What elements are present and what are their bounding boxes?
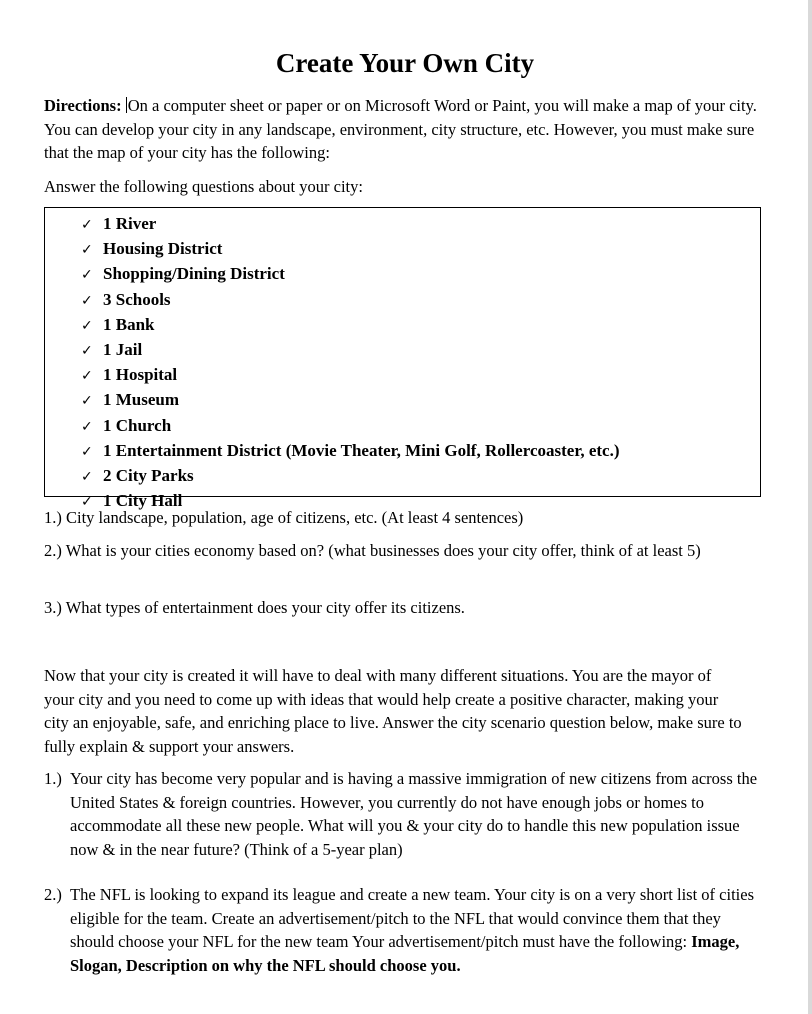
checklist-item-label: 1 City Hall <box>103 491 183 511</box>
checklist-item-label: 2 City Parks <box>103 466 194 486</box>
page-title: Create Your Own City <box>275 48 535 78</box>
checkmark-icon: ✓ <box>81 494 93 511</box>
directions-paragraph <box>44 94 766 165</box>
scenario-intro: Now that your city is created it will have to deal with many different situations. You are the mayor of your city and you need to come up with ideas that would help create a positive character, making your city an enjoyable, safe, and enriching place to live. Answer the city scenario question below, make sure to fully explain & support your answers. <box>44 666 742 756</box>
checkmark-icon: ✓ <box>81 368 93 385</box>
checklist-item-label: 1 Church <box>103 415 172 435</box>
scenario-2 <box>44 883 766 977</box>
checklist-item-label: 1 River <box>103 214 157 233</box>
question-1: 1.) City landscape, population, age of citizens, etc. (At least 4 sentences) <box>44 508 524 527</box>
checklist-item <box>81 414 760 439</box>
scenario-text-bold: Image, Slogan, Description on why the NFL should choose you. <box>70 932 740 975</box>
checklist-item-label: 1 Museum <box>103 390 180 410</box>
checklist-item <box>81 439 760 464</box>
scenario-number: 1.) <box>44 769 62 788</box>
checkmark-icon: ✓ <box>81 242 93 259</box>
checklist-item <box>81 288 760 313</box>
checkmark-icon: ✓ <box>81 343 93 360</box>
checklist-item-label: 3 Schools <box>103 289 171 309</box>
checklist-item-label: Shopping/Dining District <box>103 264 285 284</box>
checklist-item-label: 1 Jail <box>103 340 143 360</box>
checklist-item-label: 1 Hospital <box>103 365 178 385</box>
checklist-item-label: Housing District <box>103 239 223 259</box>
scenario-text <box>70 883 766 977</box>
checklist-item <box>81 237 760 262</box>
checklist-item <box>81 212 760 237</box>
directions-label: Directions: <box>44 96 122 115</box>
checkmark-icon: ✓ <box>81 217 93 233</box>
checkmark-icon: ✓ <box>81 317 93 334</box>
directions-text: On a computer sheet or paper or on Microsoft Word or Paint, you will make a map of your city. You can develop your city in any landscape, environment, city structure, etc. However, you must make sure that the map of your city has the following: <box>44 96 757 162</box>
page-right-edge <box>808 0 812 1014</box>
scenario-text: Your city has become very popular and is having a massive immigration of new citizens from across the United States & foreign countries. However, you currently do not have enough jobs or homes to accommodate all these new people. What will you & your city do to handle this new population issue now & in the near future? (Think of a 5-year plan) <box>70 769 758 859</box>
checkmark-icon: ✓ <box>81 393 93 410</box>
checkmark-icon: ✓ <box>81 443 93 460</box>
checklist-item <box>81 363 760 388</box>
checklist-item <box>81 313 760 338</box>
checkmark-icon: ✓ <box>81 469 93 486</box>
checklist-item-label: 1 Entertainment District (Movie Theater, Mini Golf, Rollercoaster, etc.) <box>103 440 620 460</box>
requirements-box <box>44 207 761 511</box>
question-3: 3.) What types of entertainment does your city offer its citizens. <box>44 598 465 617</box>
scenario-number: 2.) <box>44 885 62 904</box>
checklist-item <box>81 262 760 287</box>
checklist-item <box>81 464 760 489</box>
checkmark-icon: ✓ <box>81 292 93 309</box>
checklist-item-label: 1 Bank <box>103 314 155 334</box>
checkmark-icon: ✓ <box>81 418 93 435</box>
text-cursor <box>126 97 127 113</box>
question-2: 2.) What is your cities economy based on? (what businesses does your city offer, think of at least 5) <box>44 541 701 560</box>
checklist-item <box>81 338 760 363</box>
scenario-1 <box>44 767 766 861</box>
checklist-item <box>81 388 760 413</box>
answer-intro: Answer the following questions about your city: <box>44 177 363 196</box>
requirements-list <box>45 208 760 514</box>
scenario-text-body: The NFL is looking to expand its league and create a new team. Your city is on a very short list of cities eligible for the team. Create an advertisement/pitch to the NFL that would convince them that they should choose your NFL for the new team Your advertisement/pitch must have the following: <box>70 885 754 951</box>
checkmark-icon: ✓ <box>81 267 93 284</box>
